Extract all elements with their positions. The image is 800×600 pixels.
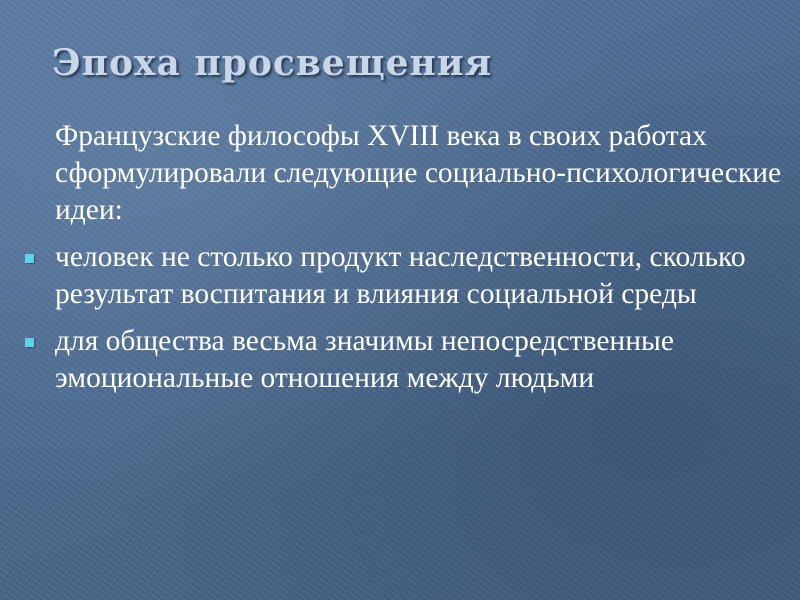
- intro-paragraph: Французские философы XVIII века в своих работах сформулировали следующие социально-психологические идеи:: [55, 120, 782, 226]
- bullet-list: [55, 239, 785, 397]
- slide-body: [55, 118, 785, 407]
- bullet-item: [55, 323, 785, 397]
- bullet-text: человек не столько продукт наследственности, сколько результат воспитания и влияния социальной среды: [55, 241, 746, 310]
- square-bullet-icon: [25, 338, 34, 347]
- bullet-item: [55, 239, 785, 313]
- square-bullet-icon: [25, 254, 34, 263]
- bullet-text: для общества весьма значимы непосредственные эмоциональные отношения между людьми: [55, 325, 674, 394]
- slide-title: Эпоха просвещения: [52, 42, 493, 84]
